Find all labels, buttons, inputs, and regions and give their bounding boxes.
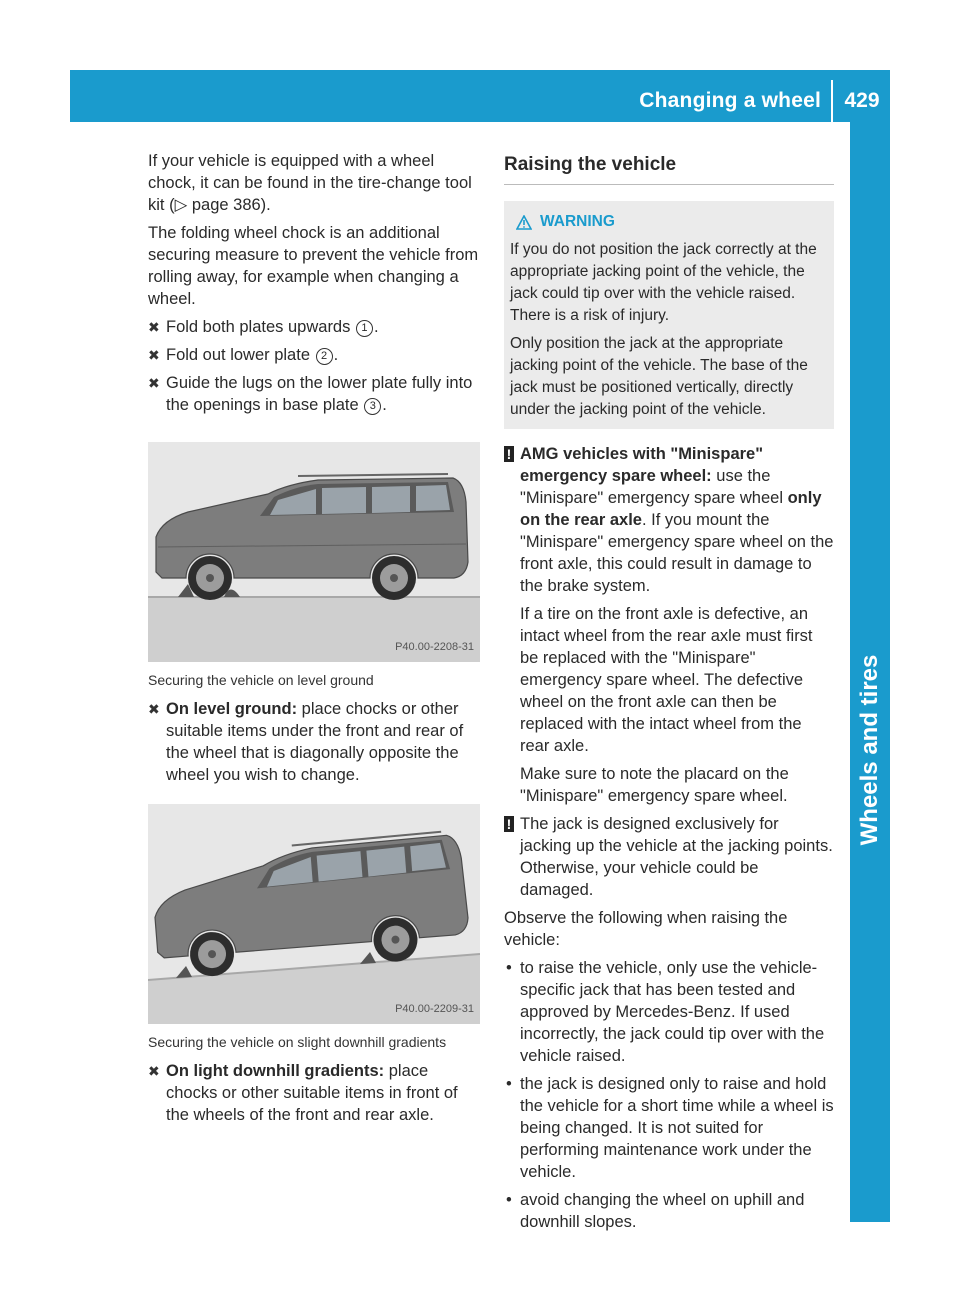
exclamation-icon: ! (504, 446, 514, 462)
step-end: . (333, 346, 339, 364)
warning-box (504, 201, 834, 429)
warning-text: If you do not position the jack correctly at the appropriate jacking point of the vehicle, the jack could tip over with the vehicle raised. There is a risk of injury. (510, 241, 817, 324)
step-arrow-icon: ✖ (148, 1063, 160, 1079)
intro-paragraph-1: If your vehicle is equipped with a wheel chock, it can be found in the tire-change tool kit (▷ page 386). (148, 152, 472, 214)
step-arrow-icon: ✖ (148, 347, 160, 363)
step-item (148, 316, 484, 338)
note-bold: AMG vehicles with "Minispare" emergency spare wheel: (520, 445, 764, 485)
intro-paragraph-2: The folding wheel chock is an additional securing measure to prevent the vehicle from rolling away, for example when changing a wheel. (148, 224, 479, 308)
page-number: 429 (844, 89, 880, 112)
step-item (148, 698, 484, 786)
note-jack (504, 813, 834, 901)
side-tab-label: Wheels and tires (856, 654, 883, 846)
bullet-icon: • (506, 959, 512, 977)
step-item (148, 372, 484, 416)
step-text: place chocks or other suitable items in front of the wheels of the front and rear axle. (166, 1062, 458, 1124)
step-item (148, 1060, 484, 1126)
warning-triangle-icon (516, 215, 532, 230)
exclamation-icon: ! (504, 816, 514, 832)
figure-downhill (148, 804, 480, 1024)
note-bold: only on the rear axle (520, 489, 822, 529)
note-amg-minispare (504, 443, 834, 807)
step-bold-label: On light downhill gradients: (166, 1062, 385, 1080)
section-title: Raising the vehicle (504, 150, 834, 185)
list-item-text: avoid changing the wheel on uphill and downhill slopes. (520, 1191, 805, 1231)
callout-number: 1 (356, 320, 373, 337)
step-text: place chocks or other suitable items under the front and rear of the wheel that is diagonally opposite the wheel you wish to change. (166, 700, 464, 784)
figure-code: P40.00-2209-31 (395, 1003, 474, 1015)
step-end: . (382, 396, 387, 414)
list-item (504, 1189, 834, 1233)
note-paragraph (520, 443, 834, 597)
figure-caption: Securing the vehicle on slight downhill gradients (148, 1034, 447, 1050)
step-arrow-icon: ✖ (148, 375, 160, 391)
warning-label: WARNING (540, 213, 615, 230)
note-paragraph: The jack is designed exclusively for jacking up the vehicle at the jacking points. Otherwise, your vehicle could be damaged. (520, 815, 833, 899)
list-item (504, 957, 834, 1067)
step-arrow-icon: ✖ (148, 701, 160, 717)
page-header (70, 70, 890, 122)
step-text: Fold both plates upwards (166, 318, 351, 336)
note-text: . If you mount the "Minispare" emergency spare wheel on the front axle, this could result in damage to the brake system. (520, 511, 834, 595)
list-item-text: the jack is designed only to raise and hold the vehicle for a short time while a wheel is being changed. It is not suited for performing maintenance work under the vehicle. (520, 1075, 834, 1181)
right-column (504, 150, 834, 1239)
step-text: Fold out lower plate (166, 346, 310, 364)
note-paragraph: If a tire on the front axle is defective, an intact wheel from the rear axle must first be replaced with the "Minispare" emergency spare wheel. The defective wheel on the front axle can then be replaced with the intact wheel from the rear axle. (520, 605, 813, 755)
bullet-icon: • (506, 1191, 512, 1209)
step-arrow-icon: ✖ (148, 319, 160, 335)
note-paragraph: Make sure to note the placard on the "Minispare" emergency spare wheel. (520, 765, 789, 805)
figure-level-ground (148, 442, 480, 662)
bullet-icon: • (506, 1075, 512, 1093)
section-side-tab (850, 122, 890, 1222)
suv-downhill-illustration (148, 804, 480, 1024)
suv-level-illustration (148, 442, 480, 662)
step-bold-label: On level ground: (166, 700, 298, 718)
step-end: . (373, 318, 379, 336)
callout-number: 3 (364, 398, 381, 415)
step-item (148, 344, 484, 366)
header-divider (831, 80, 833, 122)
list-item (504, 1073, 834, 1183)
chapter-title: Changing a wheel (639, 89, 821, 112)
warning-text: Only position the jack at the appropriate jacking point of the vehicle. The base of the jack must be positioned vertically, directly under the jacking point of the vehicle. (510, 335, 808, 418)
figure-caption: Securing the vehicle on level ground (148, 672, 374, 688)
observe-intro: Observe the following when raising the vehicle: (504, 909, 788, 949)
callout-number: 2 (316, 348, 333, 365)
warning-header (510, 211, 828, 233)
left-column (148, 150, 484, 1132)
step-text: Guide the lugs on the lower plate fully into the openings in base plate (166, 374, 473, 414)
list-item-text: to raise the vehicle, only use the vehicle-specific jack that has been tested and approved by Mercedes-Benz. If used incorrectly, the jack could tip over with the vehicle raised. (520, 959, 825, 1065)
figure-code: P40.00-2208-31 (395, 641, 474, 653)
note-text: use the "Minispare" emergency spare wheel (520, 467, 788, 507)
